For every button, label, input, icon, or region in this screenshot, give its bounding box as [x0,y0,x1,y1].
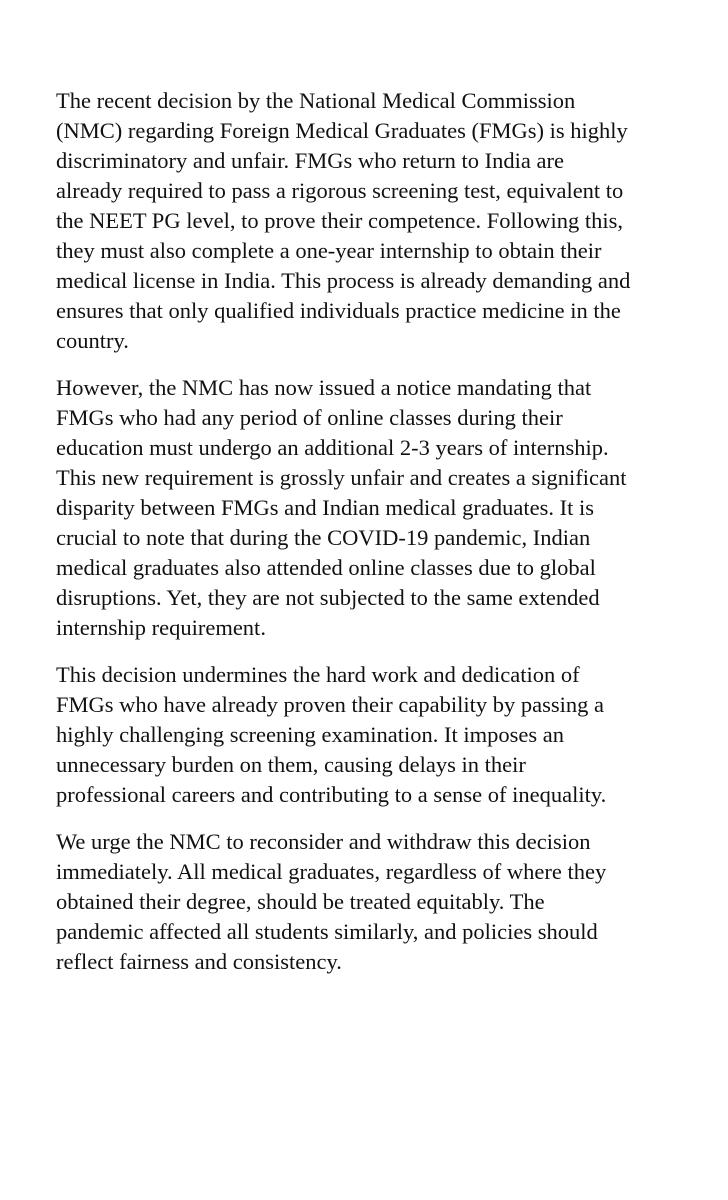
text-line: discriminatory and unfair. FMGs who return to India are [56,148,565,173]
text-line: highly challenging screening examination. It imposes an [56,722,564,747]
text-line: the NEET PG level, to prove their competence. Following this, [56,208,623,233]
text-line: FMGs who had any period of online classes during their [56,405,563,430]
text-line: The recent decision by the National Medical Commission [56,88,576,113]
text-line: This decision undermines the hard work and dedication of [56,662,580,687]
text-line: they must also complete a one-year internship to obtain their [56,238,602,263]
text-line: disruptions. Yet, they are not subjected to the same extended [56,585,600,610]
paragraph-impact [56,660,686,810]
text-line: We urge the NMC to reconsider and withdraw this decision [56,829,591,854]
text-line: already required to pass a rigorous screening test, equivalent to [56,178,624,203]
text-line: ensures that only qualified individuals practice medicine in the [56,298,621,323]
text-line: immediately. All medical graduates, regardless of where they [56,859,607,884]
text-line: medical graduates also attended online classes due to global [56,555,596,580]
text-line: pandemic affected all students similarly, and policies should [56,919,598,944]
paragraph-decision [56,86,686,356]
text-line: obtained their degree, should be treated equitably. The [56,889,545,914]
text-line: However, the NMC has now issued a notice mandating that [56,375,592,400]
text-line: medical license in India. This process is already demanding and [56,268,631,293]
document-body [56,86,686,994]
text-line: professional careers and contributing to a sense of inequality. [56,782,607,807]
text-line: country. [56,328,129,353]
text-line: reflect fairness and consistency. [56,949,342,974]
text-line: This new requirement is grossly unfair and creates a significant [56,465,627,490]
paragraph-notice [56,373,686,643]
text-line: (NMC) regarding Foreign Medical Graduates (FMGs) is highly [56,118,628,143]
text-line: crucial to note that during the COVID-19 pandemic, Indian [56,525,591,550]
text-line: unnecessary burden on them, causing delays in their [56,752,526,777]
text-line: disparity between FMGs and Indian medical graduates. It is [56,495,594,520]
text-line: internship requirement. [56,615,266,640]
text-line: education must undergo an additional 2-3 years of internship. [56,435,609,460]
paragraph-request [56,827,686,977]
text-line: FMGs who have already proven their capability by passing a [56,692,604,717]
